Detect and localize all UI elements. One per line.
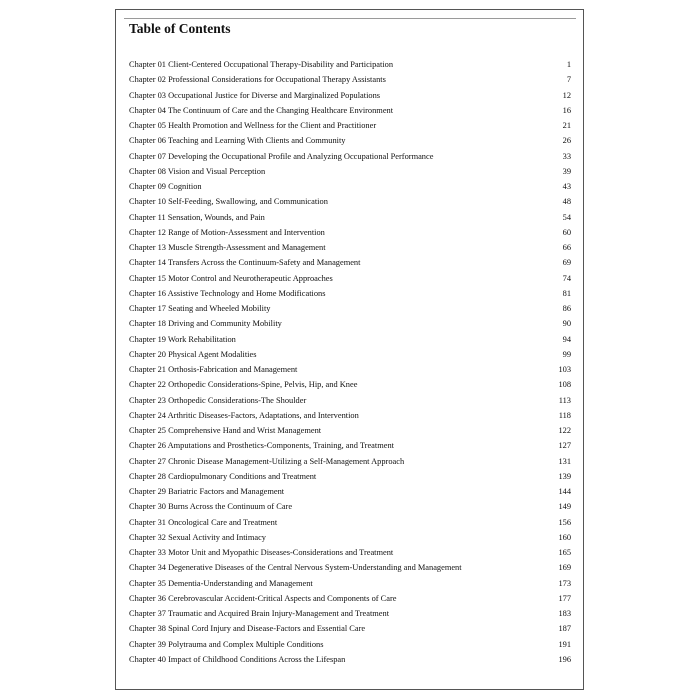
toc-entry[interactable] (129, 377, 571, 392)
toc-entry[interactable] (129, 332, 571, 347)
toc-entry-page-number: 149 (558, 502, 571, 512)
toc-entry[interactable] (129, 438, 571, 453)
toc-entry-title: Chapter 11 Sensation, Wounds, and Pain (129, 212, 265, 222)
toc-entry-page-number: 90 (562, 319, 571, 329)
page-title: Table of Contents (129, 21, 231, 36)
toc-entry-title: Chapter 08 Vision and Visual Perception (129, 166, 266, 176)
toc-entry-title: Chapter 28 Cardiopulmonary Conditions and Treatment (129, 471, 317, 481)
toc-entry[interactable] (129, 469, 571, 484)
toc-entry-title: Chapter 03 Occupational Justice for Diverse and Marginalized Populations (129, 90, 381, 100)
toc-entry[interactable] (129, 179, 571, 194)
toc-entry[interactable] (129, 621, 571, 636)
toc-entry-page-number: 48 (562, 197, 571, 207)
toc-entry-page-number: 66 (562, 243, 571, 252)
toc-entry-page-number: 118 (558, 410, 571, 420)
table-of-contents-list (129, 57, 571, 667)
toc-entry[interactable] (129, 591, 571, 606)
toc-entry-title: Chapter 17 Seating and Wheeled Mobility (129, 304, 271, 313)
toc-entry-title: Chapter 10 Self-Feeding, Swallowing, and Communication (129, 197, 328, 207)
toc-entry-title: Chapter 04 The Continuum of Care and the Changing Healthcare Environment (129, 105, 394, 115)
toc-entry-title: Chapter 37 Traumatic and Acquired Brain Injury-Management and Treatment (129, 609, 390, 618)
toc-entry-page-number: 131 (558, 456, 571, 466)
toc-entry[interactable] (129, 133, 571, 148)
toc-entry-page-number: 54 (562, 212, 571, 222)
toc-entry-title: Chapter 19 Work Rehabilitation (129, 334, 236, 344)
toc-entry[interactable] (129, 652, 571, 667)
toc-entry[interactable] (129, 103, 571, 118)
toc-entry[interactable] (129, 545, 571, 560)
toc-entry[interactable] (129, 271, 571, 286)
top-divider (124, 18, 576, 19)
toc-entry[interactable] (129, 88, 571, 103)
toc-entry-title: Chapter 29 Bariatric Factors and Management (129, 487, 285, 496)
toc-entry-page-number: 74 (562, 273, 571, 283)
toc-entry-page-number: 144 (558, 487, 571, 496)
toc-entry[interactable] (129, 194, 571, 209)
toc-entry-title: Chapter 39 Polytrauma and Complex Multiple Conditions (129, 639, 324, 649)
toc-entry-page-number: 169 (558, 563, 571, 573)
toc-entry[interactable] (129, 484, 571, 499)
toc-entry-page-number: 187 (558, 624, 571, 634)
toc-entry-title: Chapter 07 Developing the Occupational Profile and Analyzing Occupational Performance (129, 151, 434, 161)
toc-entry-page-number: 122 (558, 426, 571, 435)
toc-entry-page-number: 7 (566, 75, 571, 85)
toc-entry-page-number: 160 (558, 532, 571, 542)
toc-entry-page-number: 113 (558, 395, 571, 405)
toc-entry-page-number: 16 (562, 105, 571, 115)
toc-entry[interactable] (129, 606, 571, 621)
toc-entry-title: Chapter 24 Arthritic Diseases-Factors, Adaptations, and Intervention (129, 410, 359, 420)
toc-entry-page-number: 99 (562, 349, 571, 359)
toc-entry[interactable] (129, 408, 571, 423)
toc-entry-title: Chapter 22 Orthopedic Considerations-Spine, Pelvis, Hip, and Knee (129, 380, 358, 390)
toc-entry-page-number: 127 (558, 441, 571, 451)
toc-entry-title: Chapter 16 Assistive Technology and Home Modifications (129, 288, 326, 298)
toc-entry[interactable] (129, 286, 571, 301)
toc-entry-page-number: 94 (562, 334, 571, 344)
toc-entry[interactable] (129, 576, 571, 591)
toc-entry[interactable] (129, 210, 571, 225)
toc-entry-title: Chapter 02 Professional Considerations for Occupational Therapy Assistants (129, 75, 386, 85)
toc-entry-page-number: 139 (558, 471, 571, 481)
toc-entry-title: Chapter 23 Orthopedic Considerations-The Shoulder (129, 395, 307, 405)
toc-entry-title: Chapter 18 Driving and Community Mobility (129, 319, 282, 329)
toc-entry-title: Chapter 12 Range of Motion-Assessment and Intervention (129, 227, 325, 237)
toc-entry[interactable] (129, 164, 571, 179)
toc-entry-title: Chapter 38 Spinal Cord Injury and Disease-Factors and Essential Care (129, 624, 366, 634)
toc-entry[interactable] (129, 499, 571, 514)
toc-entry-title: Chapter 34 Degenerative Diseases of the Central Nervous System-Understanding and Management (129, 563, 462, 573)
toc-entry-page-number: 21 (562, 121, 571, 130)
toc-entry-title: Chapter 27 Chronic Disease Management-Utilizing a Self-Management Approach (129, 456, 405, 466)
toc-entry-title: Chapter 21 Orthosis-Fabrication and Management (129, 365, 298, 374)
toc-entry[interactable] (129, 454, 571, 469)
toc-entry-title: Chapter 40 Impact of Childhood Conditions Across the Lifespan (129, 654, 346, 664)
toc-entry-page-number: 43 (562, 182, 571, 191)
toc-entry[interactable] (129, 560, 571, 575)
toc-entry[interactable] (129, 423, 571, 438)
toc-entry[interactable] (129, 530, 571, 545)
toc-entry-title: Chapter 05 Health Promotion and Wellness for the Client and Practitioner (129, 121, 377, 130)
toc-entry-title: Chapter 14 Transfers Across the Continuum-Safety and Management (129, 258, 361, 268)
toc-entry-page-number: 183 (558, 609, 571, 618)
toc-entry[interactable] (129, 72, 571, 87)
toc-entry-page-number: 108 (558, 380, 571, 390)
toc-entry-page-number: 86 (562, 304, 571, 313)
toc-entry-title: Chapter 31 Oncological Care and Treatment (129, 517, 278, 527)
toc-entry-page-number: 103 (558, 365, 571, 374)
toc-entry-page-number: 156 (558, 517, 571, 527)
document-page (115, 9, 584, 690)
toc-entry[interactable] (129, 515, 571, 530)
toc-entry-page-number: 173 (558, 578, 571, 588)
toc-entry[interactable] (129, 301, 571, 316)
toc-entry-page-number: 26 (562, 136, 571, 146)
toc-entry-page-number: 60 (562, 227, 571, 237)
toc-entry-page-number: 177 (558, 593, 571, 603)
toc-entry[interactable] (129, 393, 571, 408)
toc-entry[interactable] (129, 637, 571, 652)
toc-entry-page-number: 12 (562, 90, 571, 100)
toc-entry[interactable] (129, 347, 571, 362)
toc-entry[interactable] (129, 362, 571, 377)
toc-entry-page-number: 69 (562, 258, 571, 268)
toc-entry-title: Chapter 33 Motor Unit and Myopathic Diseases-Considerations and Treatment (129, 548, 394, 557)
toc-entry-title: Chapter 26 Amputations and Prosthetics-Components, Training, and Treatment (129, 441, 394, 451)
toc-entry-page-number: 33 (562, 151, 571, 161)
toc-entry[interactable] (129, 240, 571, 255)
toc-entry-title: Chapter 15 Motor Control and Neurotherapeutic Approaches (129, 273, 333, 283)
toc-entry-page-number: 39 (562, 166, 571, 176)
toc-entry[interactable] (129, 225, 571, 240)
toc-entry-title: Chapter 20 Physical Agent Modalities (129, 349, 257, 359)
toc-entry-title: Chapter 30 Burns Across the Continuum of Care (129, 502, 293, 512)
toc-entry[interactable] (129, 255, 571, 270)
toc-entry-title: Chapter 36 Cerebrovascular Accident-Critical Aspects and Components of Care (129, 593, 397, 603)
toc-entry-title: Chapter 32 Sexual Activity and Intimacy (129, 532, 266, 542)
toc-entry-title: Chapter 25 Comprehensive Hand and Wrist Management (129, 426, 322, 435)
toc-entry-title: Chapter 06 Teaching and Learning With Clients and Community (129, 136, 346, 146)
toc-entry[interactable] (129, 149, 571, 164)
toc-entry-page-number: 1 (566, 60, 571, 69)
toc-entry-title: Chapter 01 Client-Centered Occupational Therapy-Disability and Participation (129, 60, 394, 69)
toc-entry-page-number: 165 (558, 548, 571, 557)
toc-entry-title: Chapter 35 Dementia-Understanding and Management (129, 578, 313, 588)
toc-entry[interactable] (129, 57, 571, 72)
toc-entry-title: Chapter 13 Muscle Strength-Assessment and Management (129, 243, 326, 252)
toc-entry-page-number: 196 (558, 654, 571, 664)
toc-entry-title: Chapter 09 Cognition (129, 182, 202, 191)
toc-entry-page-number: 81 (562, 288, 571, 298)
toc-entry[interactable] (129, 118, 571, 133)
toc-entry[interactable] (129, 316, 571, 331)
toc-entry-page-number: 191 (558, 639, 571, 649)
